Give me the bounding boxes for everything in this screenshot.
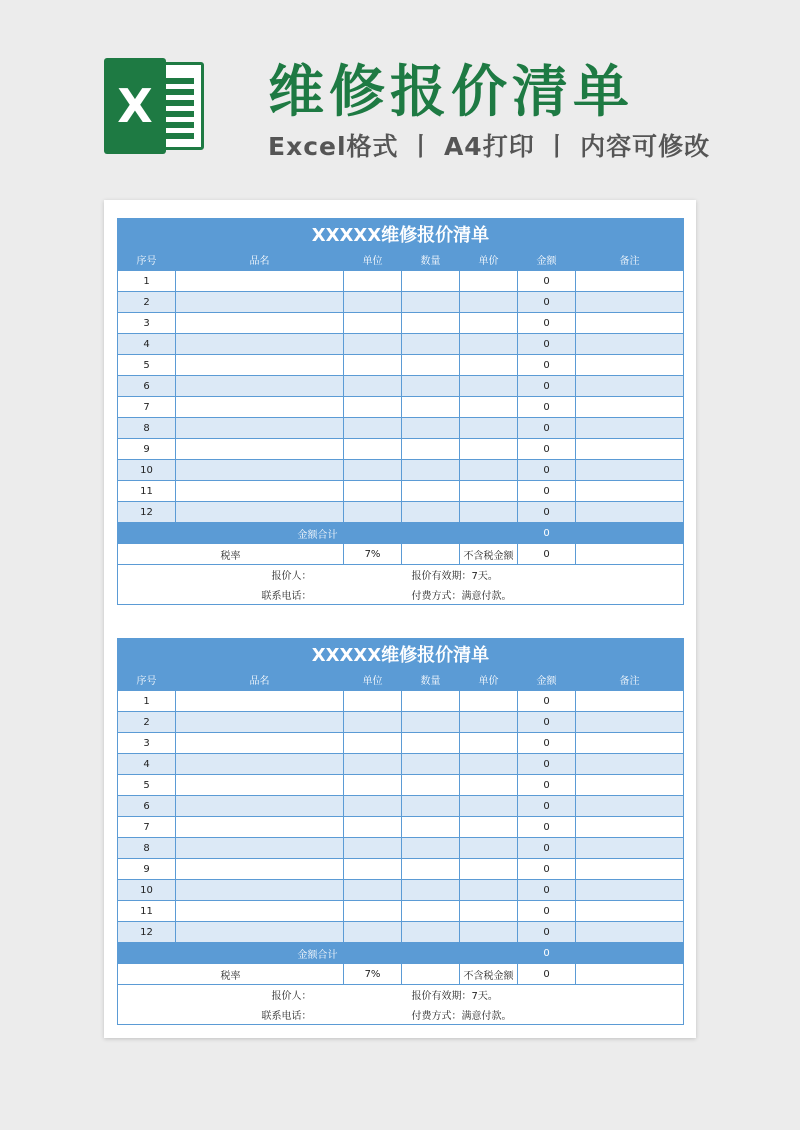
cell-no[interactable]: 2 [118,292,176,313]
cell-price[interactable] [460,460,518,481]
cell-unit[interactable] [344,460,402,481]
quote-table [117,218,684,605]
phone-row [118,1005,684,1025]
cell-no[interactable]: 6 [118,376,176,397]
tax-label: 税率 [118,964,344,985]
cell-name[interactable] [176,838,344,859]
tax-value[interactable]: 7% [344,544,402,565]
cell-qty[interactable] [402,775,460,796]
excel-logo-icon [104,58,204,154]
cell-name[interactable] [176,502,344,523]
table-row [118,292,684,313]
tax-label: 税率 [118,544,344,565]
table-row [118,439,684,460]
cell-name[interactable] [176,859,344,880]
cell-unit[interactable] [344,355,402,376]
cell-remark[interactable] [576,439,684,460]
cell-remark[interactable] [576,502,684,523]
tax-row [118,544,684,565]
cell-remark[interactable] [576,292,684,313]
col-header-remark: 备注 [576,669,684,691]
quoter-label: 报价人： [118,985,402,1005]
cell-no[interactable]: 10 [118,460,176,481]
cell-remark[interactable] [576,397,684,418]
cell-remark[interactable] [576,880,684,901]
tax-blank[interactable] [402,544,460,565]
total-remark[interactable] [576,943,684,964]
table-row [118,754,684,775]
col-header-qty: 数量 [402,669,460,691]
page-title: 维修报价清单 [268,60,634,125]
cell-no[interactable]: 4 [118,334,176,355]
cell-amount[interactable]: 0 [518,313,576,334]
col-header-no: 序号 [118,249,176,271]
total-label: 金额合计 [118,523,518,544]
table-row [118,313,684,334]
cell-unit[interactable] [344,313,402,334]
cell-amount[interactable]: 0 [518,691,576,712]
table-row [118,796,684,817]
cell-price[interactable] [460,838,518,859]
cell-unit[interactable] [344,733,402,754]
cell-unit[interactable] [344,796,402,817]
cell-qty[interactable] [402,817,460,838]
cell-qty[interactable] [402,733,460,754]
cell-name[interactable] [176,733,344,754]
table-row [118,733,684,754]
cell-unit[interactable] [344,922,402,943]
cell-unit[interactable] [344,691,402,712]
cell-price[interactable] [460,901,518,922]
cell-unit[interactable] [344,271,402,292]
cell-no[interactable]: 5 [118,355,176,376]
validity-text: 报价有效期：7天。 [402,565,684,585]
cell-remark[interactable] [576,754,684,775]
cell-name[interactable] [176,796,344,817]
payment-text: 付费方式：满意付款。 [402,1005,684,1025]
cell-name[interactable] [176,292,344,313]
cell-remark[interactable] [576,313,684,334]
cell-amount[interactable]: 0 [518,292,576,313]
cell-price[interactable] [460,292,518,313]
sheet-title: XXXXX维修报价清单 [118,639,684,669]
cell-price[interactable] [460,922,518,943]
cell-remark[interactable] [576,817,684,838]
cell-no[interactable]: 11 [118,901,176,922]
cell-no[interactable]: 4 [118,754,176,775]
col-header-unit: 单位 [344,249,402,271]
col-header-qty: 数量 [402,249,460,271]
cell-remark[interactable] [576,712,684,733]
cell-qty[interactable] [402,796,460,817]
cell-remark[interactable] [576,271,684,292]
quote-table [117,638,684,1025]
col-header-remark: 备注 [576,249,684,271]
cell-price[interactable] [460,502,518,523]
cell-remark[interactable] [576,418,684,439]
col-header-unit: 单位 [344,669,402,691]
cell-remark[interactable] [576,691,684,712]
cell-unit[interactable] [344,775,402,796]
tax-blank[interactable] [402,964,460,985]
cell-remark[interactable] [576,376,684,397]
cell-unit[interactable] [344,754,402,775]
cell-name[interactable] [176,439,344,460]
cell-amount[interactable]: 0 [518,712,576,733]
cell-unit[interactable] [344,292,402,313]
cell-qty[interactable] [402,439,460,460]
col-header-price: 单价 [460,669,518,691]
cell-qty[interactable] [402,691,460,712]
cell-name[interactable] [176,397,344,418]
cell-remark[interactable] [576,922,684,943]
cell-qty[interactable] [402,271,460,292]
quote-sheet [117,218,683,605]
cell-no[interactable]: 8 [118,418,176,439]
cell-remark[interactable] [576,334,684,355]
cell-amount[interactable]: 0 [518,754,576,775]
cell-amount[interactable]: 0 [518,481,576,502]
table-row [118,355,684,376]
cell-amount[interactable]: 0 [518,502,576,523]
cell-no[interactable]: 10 [118,880,176,901]
pretax-value[interactable]: 0 [518,964,576,985]
phone-label: 联系电话： [118,1005,402,1025]
table-row [118,397,684,418]
logo-letter: X [104,58,166,154]
cell-remark[interactable] [576,481,684,502]
cell-price[interactable] [460,817,518,838]
cell-amount[interactable]: 0 [518,859,576,880]
cell-no[interactable]: 2 [118,712,176,733]
cell-price[interactable] [460,796,518,817]
cell-name[interactable] [176,460,344,481]
col-header-price: 单价 [460,249,518,271]
table-row [118,502,684,523]
cell-name[interactable] [176,313,344,334]
cell-amount[interactable]: 0 [518,775,576,796]
quote-sheet [117,638,683,1025]
cell-no[interactable]: 1 [118,271,176,292]
cell-amount[interactable]: 0 [518,418,576,439]
cell-amount[interactable]: 0 [518,817,576,838]
cell-qty[interactable] [402,481,460,502]
cell-price[interactable] [460,733,518,754]
cell-name[interactable] [176,376,344,397]
cell-price[interactable] [460,859,518,880]
col-header-amount: 金额 [518,669,576,691]
quoter-label: 报价人： [118,565,402,585]
cell-qty[interactable] [402,355,460,376]
cell-no[interactable]: 3 [118,733,176,754]
cell-no[interactable]: 7 [118,817,176,838]
cell-price[interactable] [460,355,518,376]
cell-qty[interactable] [402,292,460,313]
cell-amount[interactable]: 0 [518,355,576,376]
cell-name[interactable] [176,271,344,292]
payment-text: 付费方式：满意付款。 [402,585,684,605]
cell-unit[interactable] [344,334,402,355]
col-header-name: 品名 [176,249,344,271]
total-remark[interactable] [576,523,684,544]
col-header-name: 品名 [176,669,344,691]
table-row [118,460,684,481]
cell-name[interactable] [176,334,344,355]
cell-remark[interactable] [576,796,684,817]
cell-remark[interactable] [576,859,684,880]
cell-unit[interactable] [344,397,402,418]
cell-qty[interactable] [402,859,460,880]
cell-qty[interactable] [402,418,460,439]
cell-name[interactable] [176,418,344,439]
cell-qty[interactable] [402,712,460,733]
cell-amount[interactable]: 0 [518,397,576,418]
cell-remark[interactable] [576,733,684,754]
cell-qty[interactable] [402,838,460,859]
cell-name[interactable] [176,817,344,838]
cell-no[interactable]: 11 [118,481,176,502]
cell-remark[interactable] [576,355,684,376]
cell-price[interactable] [460,271,518,292]
cell-no[interactable]: 9 [118,859,176,880]
cell-unit[interactable] [344,838,402,859]
cell-qty[interactable] [402,313,460,334]
cell-qty[interactable] [402,376,460,397]
cell-name[interactable] [176,775,344,796]
cell-remark[interactable] [576,775,684,796]
table-row [118,880,684,901]
pretax-label: 不含税金额 [460,544,518,565]
cell-price[interactable] [460,775,518,796]
cell-no[interactable]: 1 [118,691,176,712]
cell-no[interactable]: 3 [118,313,176,334]
cell-price[interactable] [460,439,518,460]
cell-qty[interactable] [402,754,460,775]
cell-amount[interactable]: 0 [518,838,576,859]
cell-name[interactable] [176,880,344,901]
cell-remark[interactable] [576,460,684,481]
cell-amount[interactable]: 0 [518,439,576,460]
page-subtitle: Excel格式 丨 A4打印 丨 内容可修改 [268,132,711,161]
cell-qty[interactable] [402,334,460,355]
table-row [118,334,684,355]
sheet-title: XXXXX维修报价清单 [118,219,684,249]
col-header-no: 序号 [118,669,176,691]
cell-price[interactable] [460,397,518,418]
cell-name[interactable] [176,481,344,502]
phone-row [118,585,684,605]
cell-qty[interactable] [402,460,460,481]
quoter-row [118,565,684,585]
table-row [118,376,684,397]
cell-unit[interactable] [344,859,402,880]
cell-price[interactable] [460,334,518,355]
cell-no[interactable]: 12 [118,502,176,523]
cell-remark[interactable] [576,901,684,922]
pretax-remark[interactable] [576,544,684,565]
total-value[interactable]: 0 [518,943,576,964]
cell-no[interactable]: 7 [118,397,176,418]
cell-qty[interactable] [402,397,460,418]
total-label: 金额合计 [118,943,518,964]
col-header-amount: 金额 [518,249,576,271]
cell-amount[interactable]: 0 [518,271,576,292]
cell-price[interactable] [460,880,518,901]
cell-amount[interactable]: 0 [518,460,576,481]
table-row [118,712,684,733]
cell-unit[interactable] [344,502,402,523]
cell-no[interactable]: 8 [118,838,176,859]
cell-name[interactable] [176,691,344,712]
cell-amount[interactable]: 0 [518,376,576,397]
cell-name[interactable] [176,712,344,733]
table-row [118,817,684,838]
table-row [118,901,684,922]
cell-price[interactable] [460,712,518,733]
pretax-value[interactable]: 0 [518,544,576,565]
validity-text: 报价有效期：7天。 [402,985,684,1005]
cell-unit[interactable] [344,481,402,502]
cell-unit[interactable] [344,376,402,397]
cell-name[interactable] [176,754,344,775]
cell-amount[interactable]: 0 [518,901,576,922]
cell-qty[interactable] [402,922,460,943]
cell-no[interactable]: 5 [118,775,176,796]
pretax-remark[interactable] [576,964,684,985]
cell-price[interactable] [460,754,518,775]
cell-price[interactable] [460,418,518,439]
cell-qty[interactable] [402,502,460,523]
table-row [118,481,684,502]
table-row [118,418,684,439]
table-row [118,922,684,943]
table-row [118,271,684,292]
cell-unit[interactable] [344,880,402,901]
column-header-row [118,669,684,691]
cell-price[interactable] [460,376,518,397]
cell-no[interactable]: 6 [118,796,176,817]
total-row [118,523,684,544]
cell-unit[interactable] [344,418,402,439]
tax-value[interactable]: 7% [344,964,402,985]
cell-price[interactable] [460,481,518,502]
cell-name[interactable] [176,355,344,376]
cell-price[interactable] [460,313,518,334]
cell-no[interactable]: 9 [118,439,176,460]
column-header-row [118,249,684,271]
table-row [118,691,684,712]
cell-unit[interactable] [344,439,402,460]
cell-unit[interactable] [344,712,402,733]
tax-row [118,964,684,985]
cell-amount[interactable]: 0 [518,733,576,754]
cell-amount[interactable]: 0 [518,880,576,901]
cell-no[interactable]: 12 [118,922,176,943]
total-row [118,943,684,964]
cell-unit[interactable] [344,817,402,838]
quoter-row [118,985,684,1005]
cell-qty[interactable] [402,880,460,901]
total-value[interactable]: 0 [518,523,576,544]
cell-remark[interactable] [576,838,684,859]
cell-name[interactable] [176,922,344,943]
cell-price[interactable] [460,691,518,712]
table-row [118,859,684,880]
cell-amount[interactable]: 0 [518,922,576,943]
table-row [118,838,684,859]
cell-amount[interactable]: 0 [518,334,576,355]
cell-name[interactable] [176,901,344,922]
cell-unit[interactable] [344,901,402,922]
cell-amount[interactable]: 0 [518,796,576,817]
table-row [118,775,684,796]
pretax-label: 不含税金额 [460,964,518,985]
cell-qty[interactable] [402,901,460,922]
phone-label: 联系电话： [118,585,402,605]
